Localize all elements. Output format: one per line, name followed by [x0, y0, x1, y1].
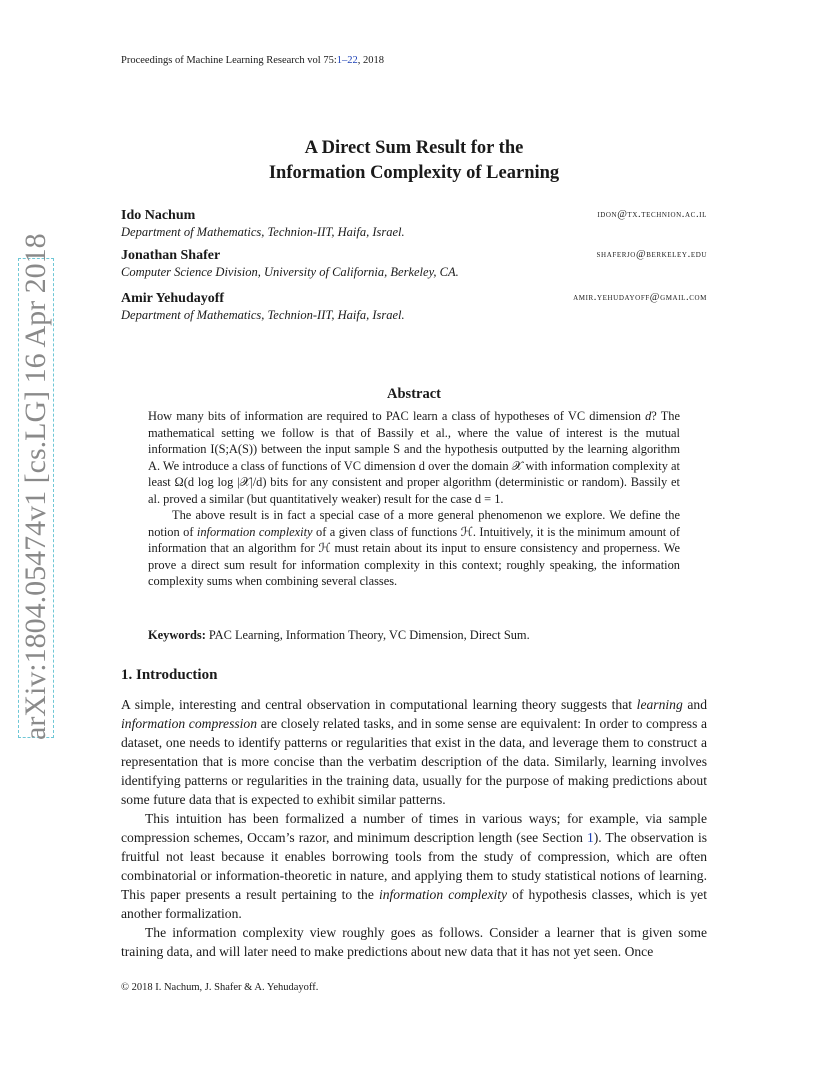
author-block — [121, 290, 707, 324]
author-email[interactable]: shaferjo@berkeley.edu — [596, 249, 707, 260]
abstract-heading: Abstract — [387, 386, 441, 402]
author-name: Jonathan Shafer — [121, 248, 221, 263]
section-body — [121, 695, 707, 961]
body-paragraph: A simple, interesting and central observation in computational learning theory suggests that learning and information compression are closely related tasks, and in some sense are equivalent: In order to compress a dataset, one needs to identify patterns or regularities that exist in the data, and leverage them to construct a representation that is more concise than the verbatim description of the data. Similarly, learning involves identifying patterns or regularities in the training data, usually for the purpose of making predictions about some future data that is expected to exhibit similar patterns. — [121, 697, 708, 807]
abstract-paragraph: How many bits of information are required to PAC learn a class of hypotheses of VC dimension d? The mathematical setting we follow is that of Bassily et al., where the value of interest is the mutual information I(S;A(S)) between the input sample S and the hypothesis outputted by the learning algorithm A. We introduce a class of functions of VC dimension d over the domain 𝒳 with information complexity at least Ω(d log log |𝒳|/d) bits for any consistent and proper algorithm (deterministic or random). Bassily et al. proved a similar (but quantitatively weaker) result for the case d = 1. — [148, 409, 680, 506]
keywords — [148, 628, 530, 643]
author-block — [121, 247, 707, 281]
author-affiliation: Department of Mathematics, Technion-IIT, Haifa, Israel. — [121, 308, 405, 322]
author-email[interactable]: idon@tx.technion.ac.il — [597, 209, 707, 220]
author-name: Ido Nachum — [121, 208, 196, 223]
abstract-paragraph: The above result is in fact a special case of a more general phenomenon we explore. We define the notion of information complexity of a given class of functions ℋ. Intuitively, it is the minimum amount of information that an algorithm for ℋ must retain about its input to ensure consistency and properness. We prove a direct sum result for information complexity in this context; roughly speaking, the information complexity sums when combining several classes. — [148, 508, 680, 588]
keywords-label: Keywords: — [148, 628, 206, 642]
title-line-1: A Direct Sum Result for the — [304, 138, 524, 158]
abstract-body — [148, 408, 680, 590]
author-affiliation: Department of Mathematics, Technion-IIT, Haifa, Israel. — [121, 225, 405, 239]
page-range-link[interactable]: 1–22 — [336, 55, 358, 66]
author-email[interactable]: amir.yehudayoff@gmail.com — [573, 292, 707, 303]
author-affiliation: Computer Science Division, University of California, Berkeley, CA. — [121, 265, 459, 279]
copyright-footer: © 2018 I. Nachum, J. Shafer & A. Yehudayoff. — [121, 982, 319, 993]
running-header: Proceedings of Machine Learning Research vol 75:1–22, 2018 — [121, 55, 385, 66]
body-paragraph: This intuition has been formalized a number of times in various ways; for example, via sample compression schemes, Occam’s razor, and minimum description length (see Section 1). The observation is fruitful not least because it enables borrowing tools from the study of compression, which are often combinatorial or information-theoretic in nature, and applying them to study statistical notions of learning. This paper presents a result pertaining to the information complexity of hypothesis classes, which is yet another formalization. — [121, 811, 708, 921]
body-paragraph: The information complexity view roughly goes as follows. Consider a learner that is given some training data, and will later need to make predictions about new data that it has not yet seen. Once — [121, 925, 707, 959]
section-heading: 1. Introduction — [121, 667, 218, 683]
section-ref-link[interactable]: 1 — [586, 830, 594, 845]
paper-title — [0, 136, 828, 186]
author-block — [121, 207, 707, 241]
arxiv-stamp[interactable]: arXiv:1804.05474v1 [cs.LG] 16 Apr 2018 — [19, 233, 52, 740]
title-line-2: Information Complexity of Learning — [268, 163, 560, 183]
keywords-text: PAC Learning, Information Theory, VC Dimension, Direct Sum. — [205, 628, 530, 642]
author-name: Amir Yehudayoff — [121, 291, 225, 306]
